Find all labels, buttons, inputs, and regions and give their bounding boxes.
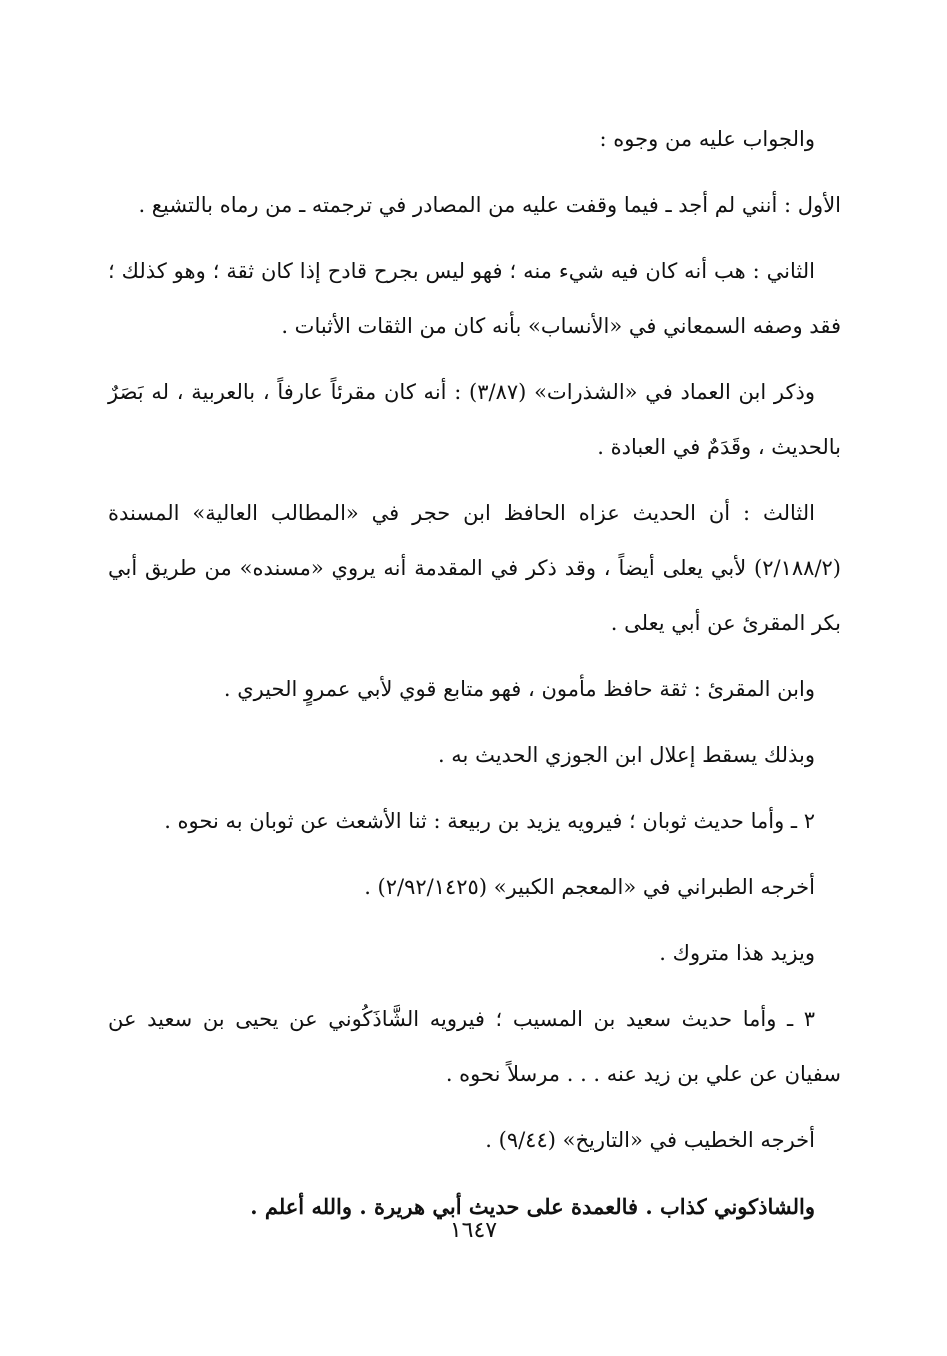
paragraph-6: وابن المقرئ : ثقة حافظ مأمون ، فهو متابع قوي لأبي عمروٍ الحيري .	[223, 677, 815, 701]
paragraph-1: والجواب عليه من وجوه :	[599, 127, 815, 151]
paragraph-8: ٢ ـ وأما حديث ثوبان ؛ فيرويه يزيد بن ربيعة : ثنا الأشعث عن ثوبان به نحوه .	[164, 809, 815, 833]
paragraph-4: وذكر ابن العماد في «الشذرات» (٣/٨٧) : أنه كان مقرئاً عارفاً ، بالعربية ، له بَصَرٌ بالحديث ، وقَدَمٌ في العبادة .	[108, 380, 841, 459]
paragraph-12: أخرجه الخطيب في «التاريخ» (٩/٤٤) .	[485, 1128, 815, 1152]
paragraph-5: الثالث : أن الحديث عزاه الحافظ ابن حجر في «المطالب العالية» المسندة (٢/١٨٨/٢) لأبي يعلى أيضاً ، وقد ذكر في المقدمة أنه يروي «مسنده» من طريق أبي بكر المقرئ عن أبي يعلى .	[108, 501, 841, 635]
paragraph-10: ويزيد هذا متروك .	[659, 941, 815, 965]
paragraph-3: الثاني : هب أنه كان فيه شيء منه ؛ فهو ليس بجرح قادح إذا كان ثقة ؛ وهو كذلك ؛ فقد وصفه السمعاني في «الأنساب» بأنه كان من الثقات الأثبات .	[108, 259, 841, 338]
paragraph-7: وبذلك يسقط إعلال ابن الجوزي الحديث به .	[437, 743, 815, 767]
paragraph-13: والشاذكوني كذاب . فالعمدة على حديث أبي هريرة . والله أعلم .	[250, 1194, 815, 1219]
page-number: ١٦٤٧	[449, 1218, 498, 1243]
paragraph-11: ٣ ـ وأما حديث سعيد بن المسيب ؛ فيرويه الشَّاذَكُوني عن يحيى بن سعيد عن سفيان عن علي بن زيد عنه . . . مرسلاً نحوه .	[108, 1007, 841, 1086]
main-text	[108, 112, 841, 1245]
paragraph-2: الأول : أنني لم أجد ـ فيما وقفت عليه من المصادر في ترجمته ـ من رماه بالتشيع .	[138, 193, 841, 217]
paragraph-9: أخرجه الطبراني في «المعجم الكبير» (٢/٩٢/١٤٢٥) .	[364, 875, 815, 899]
